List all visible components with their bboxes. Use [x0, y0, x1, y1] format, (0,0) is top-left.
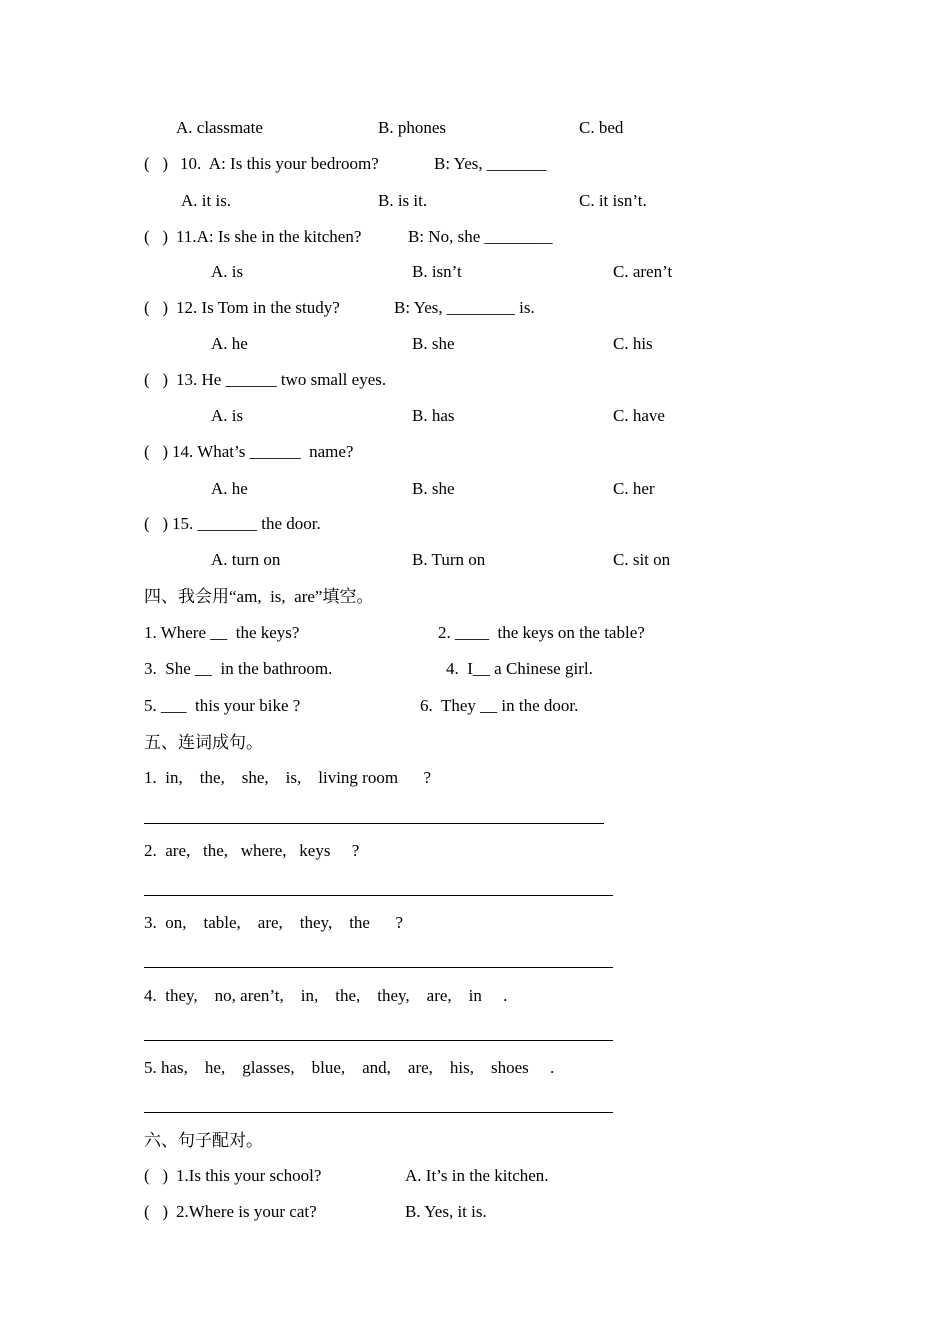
- q12-stem: 12. Is Tom in the study?: [176, 298, 340, 317]
- q15-answer-paren: ( ): [144, 514, 169, 533]
- section5-item: 3. on, table, are, they, the ?: [144, 913, 404, 932]
- section6-question: 2.Where is your cat?: [176, 1202, 317, 1221]
- q15-stem: 15. _______ the door.: [172, 514, 321, 533]
- q10-stem: 10. A: Is this your bedroom?: [180, 154, 379, 173]
- q14-stem: 14. What’s ______ name?: [172, 442, 354, 461]
- q13-option-b: B. has: [412, 406, 455, 425]
- section4-heading: 四、我会用“am, is, are”填空。: [144, 587, 374, 606]
- q11-reply: B: No, she ________: [408, 227, 553, 246]
- section6-answer: A. It’s in the kitchen.: [405, 1166, 549, 1185]
- section5-item: 1. in, the, she, is, living room ?: [144, 768, 432, 787]
- q14-option-c: C. her: [613, 479, 655, 498]
- section5-item: 4. they, no, aren’t, in, the, they, are, in .: [144, 986, 508, 1005]
- q10-answer-paren: ( ): [144, 154, 169, 173]
- section4-item: 4. I__ a Chinese girl.: [446, 659, 593, 678]
- section4-item: 3. She __ in the bathroom.: [144, 659, 333, 678]
- q13-answer-paren: ( ): [144, 370, 169, 389]
- q13-option-a: A. is: [211, 406, 244, 425]
- q10-option-a: A. it is.: [181, 191, 232, 210]
- answer-line[interactable]: [144, 823, 604, 824]
- q9-option-a: A. classmate: [176, 118, 263, 137]
- section6-question: 1.Is this your school?: [176, 1166, 322, 1185]
- q11-option-a: A. is: [211, 262, 244, 281]
- section4-item: 6. They __ in the door.: [420, 696, 579, 715]
- answer-line[interactable]: [144, 895, 613, 896]
- answer-line[interactable]: [144, 1040, 613, 1041]
- answer-line[interactable]: [144, 967, 613, 968]
- section5-heading: 五、连词成句。: [144, 733, 263, 752]
- q12-reply: B: Yes, ________ is.: [394, 298, 535, 317]
- section5-item: 5. has, he, glasses, blue, and, are, his, shoes .: [144, 1058, 555, 1077]
- section6-answer: B. Yes, it is.: [405, 1202, 487, 1221]
- q11-answer-paren: ( ): [144, 227, 169, 246]
- q10-option-c: C. it isn’t.: [579, 191, 647, 210]
- section4-item: 5. ___ this your bike ?: [144, 696, 301, 715]
- q13-option-c: C. have: [613, 406, 665, 425]
- section4-item: 2. ____ the keys on the table?: [438, 623, 645, 642]
- section6-answer-paren: ( ): [144, 1202, 169, 1221]
- q12-option-b: B. she: [412, 334, 455, 353]
- q14-answer-paren: ( ): [144, 442, 169, 461]
- answer-line[interactable]: [144, 1112, 613, 1113]
- q12-option-c: C. his: [613, 334, 653, 353]
- q11-option-c: C. aren’t: [613, 262, 673, 281]
- q15-option-c: C. sit on: [613, 550, 671, 569]
- q14-option-a: A. he: [211, 479, 248, 498]
- q12-option-a: A. he: [211, 334, 248, 353]
- q12-answer-paren: ( ): [144, 298, 169, 317]
- q11-option-b: B. isn’t: [412, 262, 462, 281]
- q9-option-b: B. phones: [378, 118, 446, 137]
- q10-reply: B: Yes, _______: [434, 154, 547, 173]
- section4-item: 1. Where __ the keys?: [144, 623, 300, 642]
- q15-option-a: A. turn on: [211, 550, 281, 569]
- q13-stem: 13. He ______ two small eyes.: [176, 370, 387, 389]
- section6-answer-paren: ( ): [144, 1166, 169, 1185]
- q10-option-b: B. is it.: [378, 191, 428, 210]
- section5-item: 2. are, the, where, keys ?: [144, 841, 360, 860]
- section6-heading: 六、句子配对。: [144, 1131, 263, 1150]
- q14-option-b: B. she: [412, 479, 455, 498]
- q9-option-c: C. bed: [579, 118, 624, 137]
- q15-option-b: B. Turn on: [412, 550, 486, 569]
- q11-stem: 11.A: Is she in the kitchen?: [176, 227, 362, 246]
